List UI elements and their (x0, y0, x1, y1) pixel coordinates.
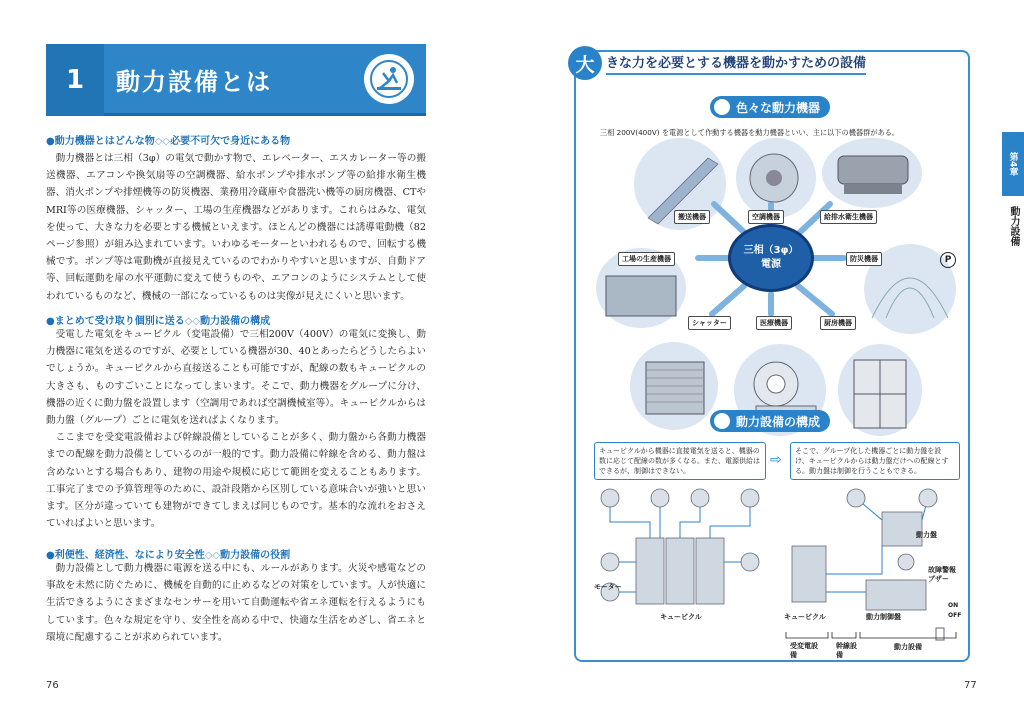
panel-title: 大 きな力を必要とする機器を動かすための設備 (568, 46, 866, 80)
page-number-left: 76 (46, 680, 59, 691)
label-conveyance: 搬送機器 (674, 210, 710, 224)
section-heading-3: ●利便性、経済性、なにより安全性◇◇動力設備の役割 (46, 550, 291, 561)
heading-various-equipment: 色々な動力機器 (710, 96, 830, 118)
label-switch-on: ON (948, 602, 959, 609)
body-paragraph-3: 動力設備として動力機器に電源を送る中にも、ルールがあります。火災や感電などの事故を未然に防ぐために、機械を自動的に止めるなどの対策をしています。人が快適に生活できるようにさまざまなセンサーを用いて自動運転や省エネ運転を行えるようにもしています。色々な規定を守り、安全性を高める中で、快適な生活をめざし、省エネと環境に配慮することが求められています。 (46, 563, 426, 643)
label-alarm-buzzer: 故障警報ブザー (928, 566, 956, 583)
chapter-side-title: 動力設備 (1008, 206, 1019, 246)
label-motor: モーター (594, 583, 622, 591)
right-page (512, 0, 1024, 722)
label-water-sanitary: 給排水衛生機器 (820, 210, 877, 224)
label-medical: 医療機器 (756, 316, 792, 330)
power-logo-icon (714, 99, 730, 115)
config-diagram (576, 482, 972, 652)
panel-title-initial: 大 (568, 46, 602, 80)
power-equipment-logo-icon (364, 54, 414, 104)
chapter-tab: 第4章 (1002, 132, 1024, 196)
page-title: 動力設備とは (116, 68, 272, 96)
equipment-diagram (576, 138, 972, 444)
body-paragraph-1: 動力機器とは三相（3φ）の電気で動かす物で、エレベーター、エスカレーター等の搬送機器、エアコンや換気扇等の空調機器、給水ポンプや排水ポンプ等の給排水衛生機器、消火ポンプや排煙機等の防災機器、業務用冷蔵庫や食器洗い機等の厨房機器、CTやMRI等の医療機器、シャッター、工場の生産機器などがあります。これらはみな、電気を使って、大きな力を必要とする機械といえます。ほとんどの機器には誘導電動機（82ページ参照）が組み込まれています。いわゆるモーターといわれるもので、回転する機械です。ポンプ等は電動機が直接見えているのでわかりやすいと思いますが、自動ドア等、回転運動を扉の水平運動に変えて使うものや、エアコンのようにシステムとして使われているものなど、機械の一部になっているものは実像が見えにくいと思います。 (46, 153, 426, 302)
heading-power-config: 動力設備の構成 (710, 410, 830, 432)
equipment-intro: 三相 200V(400V) を電源として作動する機器を動力機器といい、主に以下の機器群がある。 (600, 128, 900, 137)
label-air-conditioning: 空調機器 (748, 210, 784, 224)
label-switch-off: OFF (948, 612, 962, 619)
chapter-title-band (46, 44, 426, 116)
arrow-right-icon: ⇨ (770, 452, 782, 468)
label-power-equipment: 動力設備 (894, 643, 922, 651)
grouped-wiring-note: そこで、グループ化した機器ごとに動力盤を設け、キュービクルからは動力盤だけへの配線とする。動力盤は制御を行うこともできる。 (790, 442, 960, 480)
power-logo-icon (714, 413, 730, 429)
label-shutter: シャッター (688, 316, 731, 330)
direct-wiring-note: キュービクルから機器に直接電気を送ると、機器の数に応じて配線の数が多くなる。また、電源供給はできるが、制御はできない。 (594, 442, 766, 480)
label-substation: 受変電設備 (790, 642, 818, 659)
parking-sign-icon: P (940, 252, 956, 268)
label-factory: 工場の生産機器 (618, 252, 675, 266)
label-trunk-line: 幹線設備 (836, 642, 857, 659)
body-paragraph-2: 受電した電気をキュービクル（変電設備）で三相200V（400V）の電気に変換し、動力機器に電気を送るのですが、必要としている機器が30、40とあったらどうしたらよいでしょうか。キュービクルから直接送ることも可能ですが、配線の数もキュービクルの大きさも、ものすごいことになってしまいます。そこで、動力機器をグループに分け、機器の近くに動力盤を設置します（空調用であれば空調機械室等）。キュービクルからは動力盤（グループ）ごとに電気を送ればよくなります。 ここまでを受変電設備および幹線設備としていることが多く、動力盤から各動力機器までの配線を動力設備としているのが一般的です。動力設備に幹線を含める、動力盤は含めないとする場合もあり、建物の用途や規模に応じて範囲を変えることもあります。工事完了までの予算管理等のために、設計段階から区別している意味合いが強いと思います。区分が違っていても建物ができてしまえば同じものです。基本的な流れをおさえていればよいと思います。 (46, 329, 426, 530)
label-cubicle-right: キュービクル (784, 613, 826, 621)
section-heading-2: ●まとめて受け取り個別に送る◇◇動力設備の構成 (46, 316, 271, 327)
label-control-panel: 動力制御盤 (866, 613, 901, 621)
label-disaster-prevention: 防災機器 (846, 252, 882, 266)
section-heading-1: ●動力機器とはどんな物◇◇必要不可欠で身近にある物 (46, 136, 291, 147)
label-power-panel: 動力盤 (916, 531, 937, 539)
label-cubicle-left: キュービクル (660, 613, 702, 621)
page-number-right: 77 (964, 680, 977, 691)
section-number: 1 (46, 44, 104, 116)
figure-panel (574, 50, 970, 662)
label-kitchen: 厨房機器 (820, 316, 856, 330)
three-phase-power-source: 三相（3φ） 電源 (728, 224, 814, 292)
